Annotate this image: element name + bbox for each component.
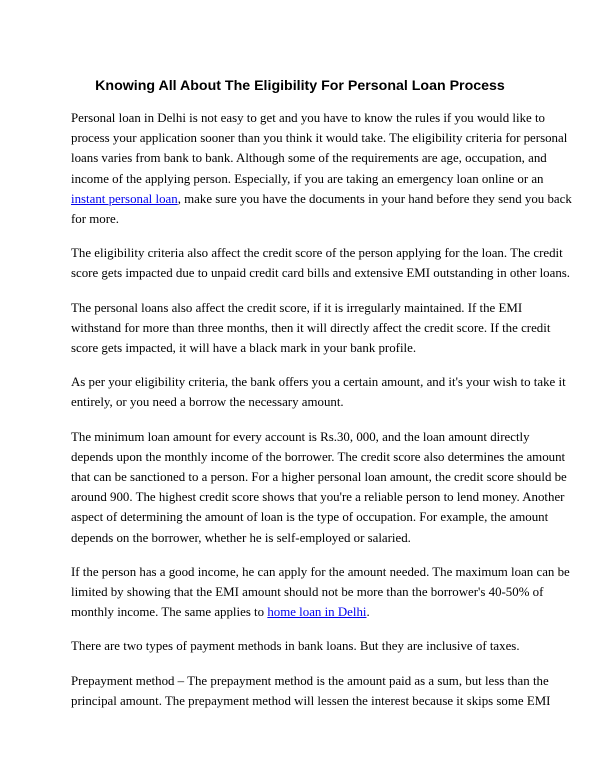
paragraph-intro bbox=[71, 108, 572, 229]
paragraph-irregular-maintenance bbox=[71, 298, 551, 359]
text-line: score gets impacted due to unpaid credit card bills and extensive EMI outstanding in other loans. bbox=[71, 266, 571, 281]
text-line: score gets impacted, it will have a black mark in your bank profile. bbox=[71, 341, 417, 356]
document-title: Knowing All About The Eligibility For Personal Loan Process bbox=[95, 78, 505, 94]
paragraph-good-income bbox=[71, 562, 570, 623]
text-line: loans varies from bank to bank. Although some of the requirements are age, occupation, and bbox=[71, 151, 547, 166]
paragraph-payment-methods bbox=[71, 636, 533, 656]
text-line: If the person has a good income, he can apply for the amount needed. The maximum loan can be bbox=[71, 564, 570, 579]
text-line: depends on the borrower, whether he is self-employed or salaried. bbox=[71, 530, 411, 545]
text-line-with-link bbox=[71, 189, 572, 209]
paragraph-bank-offer bbox=[71, 372, 566, 412]
paragraph-minimum-amount bbox=[71, 427, 567, 548]
text-line: around 900. The highest credit score shows that you're a reliable person to lend money. Another bbox=[71, 490, 565, 505]
document-body bbox=[71, 108, 572, 725]
text-line: The eligibility criteria also affect the credit score of the person applying for the loan. The credit bbox=[71, 246, 563, 261]
text-fragment: . bbox=[366, 605, 370, 620]
text-fragment: , make sure you have the documents in your hand before they send you back bbox=[177, 191, 572, 206]
text-fragment: monthly income. The same applies to bbox=[71, 605, 268, 620]
text-line: The minimum loan amount for every account is Rs.30, 000, and the loan amount directly bbox=[71, 429, 530, 444]
text-line: income of the applying person. Especially, if you are taking an emergency loan online or an bbox=[71, 171, 544, 186]
text-line: The personal loans also affect the credit score, if it is irregularly maintained. If the EMI bbox=[71, 300, 523, 315]
text-line: limited by showing that the EMI amount should not be more than the borrower's 40-50% of bbox=[71, 585, 544, 600]
text-line: Prepayment method – The prepayment method is the amount paid as a sum, but less than the bbox=[71, 673, 549, 688]
text-line: Personal loan in Delhi is not easy to get and you have to know the rules if you would like to bbox=[71, 111, 546, 125]
text-line: process your application sooner than you think it would take. The eligibility criteria for personal bbox=[71, 131, 568, 146]
paragraph-credit-score bbox=[71, 243, 571, 283]
text-line: As per your eligibility criteria, the bank offers you a certain amount, and it's your wish to take it bbox=[71, 375, 566, 390]
text-line: for more. bbox=[71, 212, 119, 227]
text-line: depends upon the monthly income of the borrower. The credit score also determines the amount bbox=[71, 449, 566, 464]
text-line: principal amount. The prepayment method will lessen the interest because it skips some EMI bbox=[71, 693, 551, 708]
text-line: entirely, or you need a borrow the necessary amount. bbox=[71, 395, 344, 410]
text-line: There are two types of payment methods in bank loans. But they are inclusive of taxes. bbox=[71, 639, 520, 654]
text-line: that can be sanctioned to a person. For a higher personal loan amount, the credit score should be bbox=[71, 470, 567, 485]
home-loan-in-delhi-link[interactable]: home loan in Delhi bbox=[267, 605, 367, 620]
paragraph-prepayment-method bbox=[71, 671, 551, 711]
text-line: withstand for more than three months, then it will directly affect the credit score. If the credit bbox=[71, 320, 551, 335]
text-line-with-link bbox=[71, 602, 533, 622]
text-line: aspect of determining the amount of loan is the type of occupation. For example, the amount bbox=[71, 510, 549, 525]
instant-personal-loan-link[interactable]: instant personal loan bbox=[71, 191, 178, 206]
